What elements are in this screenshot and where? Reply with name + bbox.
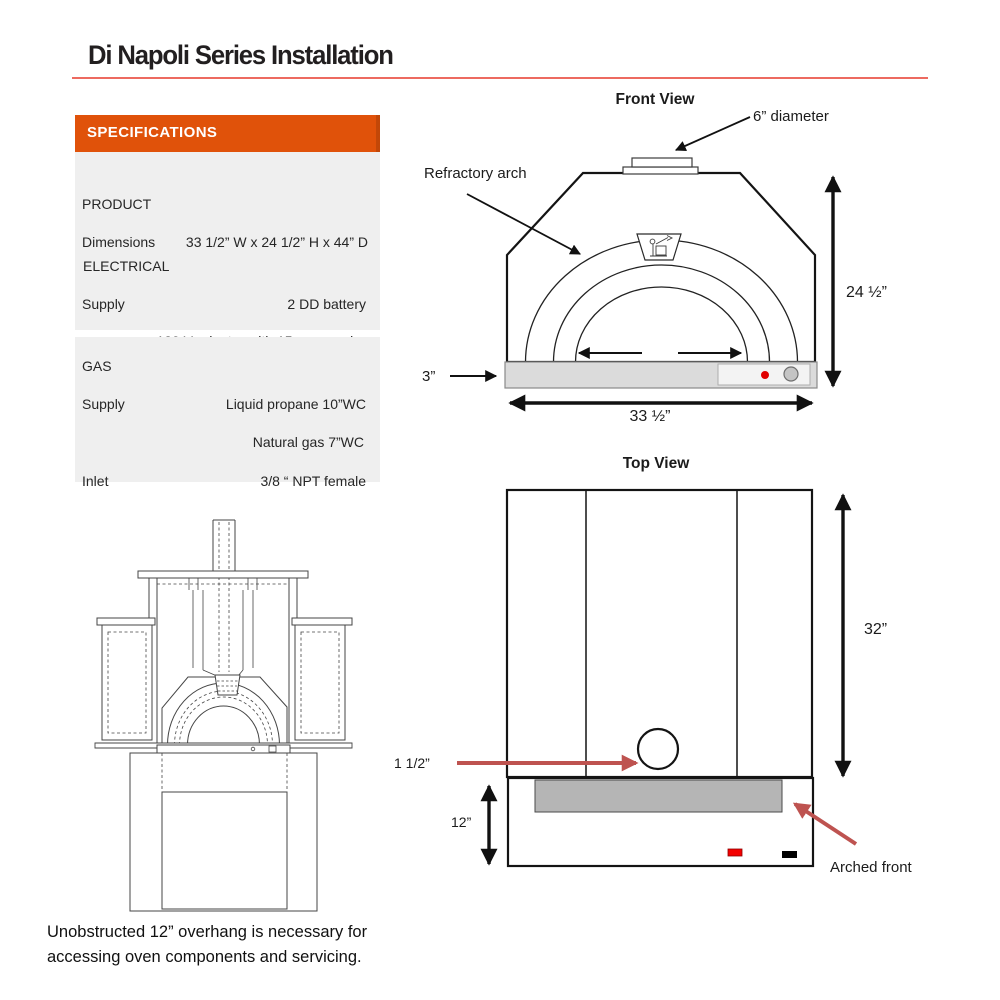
diameter-label: 6” diameter [753,108,829,125]
gas-section [75,337,380,489]
indicator-light [761,371,769,379]
gas-supply-value: Liquid propane 10”WC [225,396,366,412]
page-title: Di Napoli Series Installation [88,40,393,70]
electrical-heading: ELECTRICAL [83,258,170,274]
footer-note [47,920,367,970]
electrical-supply-label: Supply [82,296,125,312]
product-heading: PRODUCT [82,196,152,212]
dome-outline [507,173,815,362]
vent-cap [632,158,692,167]
overhang-dimension: 12” [451,814,472,830]
depth-dimension: 32” [864,621,888,638]
red-marker [728,849,742,856]
specifications-header-label: SPECIFICATIONS [87,124,218,141]
width-dimension: 33 ½” [629,408,671,425]
electrical-supply-value: 2 DD battery [287,296,366,312]
top-view-drawing [440,480,890,880]
base-height-dimension: 3” [422,368,436,385]
title-rule [72,77,928,79]
gas-stub-circle [638,729,678,769]
footer-note-line2: accessing oven components and servicing. [47,948,362,966]
oven-elevation-drawing [85,500,365,920]
gas-supply-value-2: Natural gas 7”WC [252,434,364,450]
gas-heading: GAS [82,358,112,374]
control-knob [784,367,798,381]
specifications-header [75,115,380,152]
gas-stub-dimension: 1 1/2” [394,755,430,771]
dimensions-value: 33 1/2” W x 24 1/2” H x 44” D [185,234,368,250]
specifications-panel [75,115,380,489]
diameter-callout-arrow [676,117,750,150]
footer-note-line1: Unobstructed 12” overhang is necessary for [47,923,368,941]
height-dimension: 24 ½” [846,284,887,301]
arched-front-bar [535,780,782,812]
refractory-arch-label: Refractory arch [424,165,527,182]
black-marker [782,851,797,858]
front-view-drawing [420,105,850,425]
product-electrical-section [75,152,380,330]
gas-supply-label: Supply [82,396,125,412]
dimensions-label: Dimensions [82,234,156,250]
top-view-title: Top View [622,455,690,472]
front-view-title: Front View [615,91,695,108]
gas-inlet-value: 3/8 “ NPT female [260,473,366,489]
arched-front-label: Arched front [830,859,912,876]
vent-base [623,167,698,174]
gas-inlet-label: Inlet [82,473,109,489]
